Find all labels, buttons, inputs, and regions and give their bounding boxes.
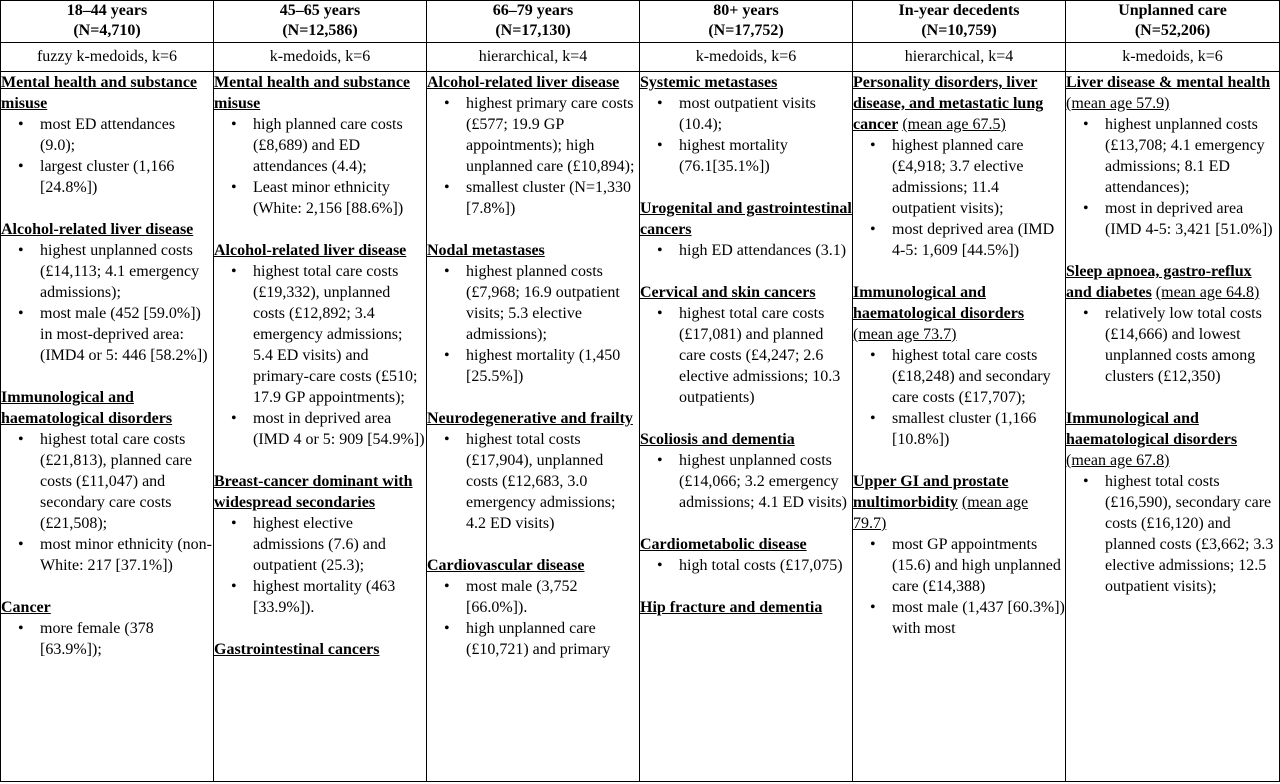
cluster-point-text: highest total care costs (£19,332), unplanned costs (£12,892; 3.4 emergency admissions; 5.4 ED visits) and primary-care costs (£510; 17.9 GP appointments); [253, 263, 418, 406]
cluster-name: Sleep apnoea, gastro-reflux and diabetes [1066, 263, 1252, 301]
bullet-icon: • [657, 242, 663, 259]
cluster-name: Mental health and substance misuse [1, 74, 198, 112]
cluster-name: Liver disease & mental health [1066, 74, 1271, 91]
bullet-icon: • [18, 242, 24, 259]
cluster-point-text: highest total care costs (£17,081) and planned care costs (£4,247; 2.6 elective admissions; 10.3 outpatients) [679, 305, 841, 406]
bullet-icon: • [657, 305, 663, 322]
cluster-name: Systemic metastases [640, 74, 778, 91]
cluster-name: Cardiometabolic disease [640, 536, 807, 553]
cluster-list [214, 72, 426, 776]
cluster-point-text: Least minor ethnicity (White: 2,156 [88.6%]) [253, 179, 404, 217]
cluster-section [427, 240, 639, 387]
cluster-title [1066, 72, 1279, 114]
cluster-title [640, 597, 852, 618]
cluster-points [853, 135, 1065, 261]
clustering-method: k-medoids, k=6 [640, 43, 853, 72]
cluster-points [214, 114, 426, 219]
column-header-count: (N=17,130) [495, 22, 571, 39]
bullet-icon: • [870, 221, 876, 238]
cluster-point-text: highest mortality (1,450 [25.5%]) [466, 347, 621, 385]
bullet-icon: • [231, 578, 237, 595]
cluster-list [853, 72, 1065, 776]
cluster-section [214, 471, 426, 618]
cluster-point-text: high planned care costs (£8,689) and ED attendances (4.4); [253, 116, 403, 175]
cluster-name: Immunological and haematological disorders [1, 389, 173, 427]
clustering-method: k-medoids, k=6 [214, 43, 427, 72]
bullet-icon: • [231, 116, 237, 133]
cluster-point-text: most deprived area (IMD 4-5: 1,609 [44.5%]) [892, 221, 1055, 259]
bullet-icon: • [18, 536, 24, 553]
cluster-point [1, 534, 213, 576]
cluster-mean-age: (mean age 79.7) [853, 494, 1029, 532]
cluster-mean-age: (mean age 73.7) [853, 326, 957, 343]
cluster-name: Immunological and haematological disorders [853, 284, 1025, 322]
cluster-points [640, 303, 852, 408]
column-header-title: In-year decedents [898, 2, 1020, 19]
cluster-section [853, 72, 1065, 261]
cluster-title [1, 387, 213, 429]
cluster-name: Hip fracture and dementia [640, 599, 823, 616]
bullet-icon: • [18, 158, 24, 175]
column-header [640, 1, 853, 43]
cluster-point [1066, 303, 1279, 387]
cluster-point-text: highest mortality (463 [33.9%]). [253, 578, 396, 616]
cluster-title [214, 240, 426, 261]
bullet-icon: • [444, 431, 450, 448]
bullet-icon: • [18, 116, 24, 133]
column-header-title: Unplanned care [1118, 2, 1227, 19]
cluster-point-text: highest elective admissions (7.6) and outpatient (25.3); [253, 515, 386, 574]
body-row [1, 72, 1280, 782]
cluster-point [1, 429, 213, 534]
bullet-icon: • [657, 557, 663, 574]
cluster-title [427, 555, 639, 576]
bullet-icon: • [657, 452, 663, 469]
cluster-points [853, 534, 1065, 639]
cluster-section [640, 198, 852, 261]
cluster-section [427, 72, 639, 219]
cluster-points [1066, 303, 1279, 387]
cluster-title [640, 72, 852, 93]
bullet-icon: • [444, 95, 450, 112]
cluster-name: Mental health and substance misuse [214, 74, 411, 112]
bullet-icon: • [444, 578, 450, 595]
cluster-title [853, 72, 1065, 135]
cluster-title [640, 534, 852, 555]
cluster-title [214, 72, 426, 114]
clustering-method: hierarchical, k=4 [427, 43, 640, 72]
cluster-points [640, 240, 852, 261]
cluster-point-text: most in deprived area (IMD 4-5: 3,421 [51.0%]) [1105, 200, 1273, 238]
cluster-section [640, 429, 852, 513]
cluster-point [1066, 471, 1279, 597]
cluster-title [853, 471, 1065, 534]
cluster-title [640, 282, 852, 303]
cluster-title [853, 282, 1065, 345]
cluster-point-text: most male (452 [59.0%]) in most-deprived area: (IMD4 or 5: 446 [58.2%]) [40, 305, 208, 364]
cluster-section [853, 471, 1065, 639]
cluster-point [853, 135, 1065, 219]
bullet-icon: • [231, 263, 237, 280]
cluster-point [1, 156, 213, 198]
cluster-point-text: more female (378 [63.9%]); [40, 620, 154, 658]
cluster-point [427, 261, 639, 345]
cluster-point [853, 534, 1065, 597]
column-header-title: 66–79 years [492, 2, 574, 19]
bullet-icon: • [18, 620, 24, 637]
bullet-icon: • [231, 515, 237, 532]
cluster-name: Breast-cancer dominant with widespread secondaries [214, 473, 413, 511]
bullet-icon: • [1083, 200, 1089, 217]
cluster-mean-age: (mean age 67.8) [1066, 452, 1170, 469]
cluster-name: Cardiovascular disease [427, 557, 585, 574]
column-header [427, 1, 640, 43]
column-header [214, 1, 427, 43]
cluster-point-text: highest planned care (£4,918; 3.7 elective admissions; 11.4 outpatient visits); [892, 137, 1024, 217]
column-header-count: (N=52,206) [1134, 22, 1211, 39]
cluster-point [640, 240, 852, 261]
cluster-point [640, 135, 852, 177]
cluster-point-text: high unplanned care (£10,721) and primary [466, 620, 611, 658]
cluster-points [640, 450, 852, 513]
cluster-point-text: smallest cluster (N=1,330 [7.8%]) [466, 179, 631, 217]
cluster-mean-age: (mean age 64.8) [1155, 284, 1260, 301]
cluster-title [640, 429, 852, 450]
cluster-list [640, 72, 852, 776]
bullet-icon: • [18, 305, 24, 322]
cluster-title [640, 198, 852, 240]
column-header-count: (N=10,759) [921, 22, 997, 39]
cluster-point [640, 93, 852, 135]
cluster-point [853, 597, 1065, 639]
cluster-points [427, 429, 639, 534]
cluster-points [427, 576, 639, 660]
cluster-point [853, 408, 1065, 450]
clustering-method: k-medoids, k=6 [1066, 43, 1280, 72]
cluster-section [427, 555, 639, 660]
column-header-count: (N=12,586) [282, 22, 358, 39]
cluster-point [427, 345, 639, 387]
cluster-title [427, 408, 639, 429]
column-header-count: (N=17,752) [708, 22, 784, 39]
cluster-point [427, 177, 639, 219]
cluster-point [214, 114, 426, 177]
cluster-list [1066, 72, 1279, 776]
cluster-points [214, 513, 426, 618]
bullet-icon: • [657, 137, 663, 154]
cluster-point-text: highest planned costs (£7,968; 16.9 outpatient visits; 5.3 elective admissions); [466, 263, 620, 343]
cluster-section [1, 597, 213, 660]
cluster-point [427, 93, 639, 177]
cluster-section [853, 282, 1065, 450]
cluster-points [640, 93, 852, 177]
cluster-point-text: smallest cluster (1,166 [10.8%]) [892, 410, 1037, 448]
cluster-list [1, 72, 213, 776]
cluster-section [214, 240, 426, 450]
cluster-points [853, 345, 1065, 450]
bullet-icon: • [444, 179, 450, 196]
cluster-points [1, 240, 213, 366]
cluster-point-text: highest total costs (£17,904), unplanned costs (£12,683, 3.0 emergency admissions; 4.2 ED visits) [466, 431, 616, 532]
cluster-points [640, 555, 852, 576]
cluster-point [853, 345, 1065, 408]
cluster-name: Personality disorders, liver disease, and metastatic lung cancer [853, 74, 1044, 133]
column-body [427, 72, 640, 782]
cluster-name: Immunological and haematological disorders [1066, 410, 1238, 448]
cluster-list [427, 72, 639, 776]
cluster-point [640, 450, 852, 513]
cluster-name: Cervical and skin cancers [640, 284, 816, 301]
column-header [853, 1, 1066, 43]
cluster-point-text: highest unplanned costs (£14,113; 4.1 emergency admissions); [40, 242, 200, 301]
cluster-point [214, 408, 426, 450]
cluster-point [1, 618, 213, 660]
cluster-title [1066, 408, 1279, 471]
bullet-icon: • [1083, 116, 1089, 133]
cluster-title [214, 471, 426, 513]
cluster-mean-age: (mean age 67.5) [902, 116, 1006, 133]
clustering-method: fuzzy k-medoids, k=6 [1, 43, 214, 72]
cluster-point-text: most ED attendances (9.0); [40, 116, 176, 154]
cluster-name: Alcohol-related liver disease [214, 242, 407, 259]
cluster-point [853, 219, 1065, 261]
cluster-point-text: highest unplanned costs (£13,708; 4.1 emergency admissions; 8.1 ED attendances); [1105, 116, 1265, 196]
bullet-icon: • [18, 431, 24, 448]
cluster-point-text: most male (3,752 [66.0%]). [466, 578, 578, 616]
cluster-name: Upper GI and prostate multimorbidity [853, 473, 1009, 511]
cluster-point-text: most GP appointments (15.6) and high unplanned care (£14,388) [892, 536, 1061, 595]
column-body [1066, 72, 1280, 782]
cluster-name: Urogenital and gastrointestinal cancers [640, 200, 852, 238]
cluster-section [214, 72, 426, 219]
column-body [853, 72, 1066, 782]
bullet-icon: • [231, 179, 237, 196]
cluster-name: Alcohol-related liver disease [1, 221, 194, 238]
bullet-icon: • [870, 137, 876, 154]
clustering-method: hierarchical, k=4 [853, 43, 1066, 72]
column-header [1066, 1, 1280, 43]
bullet-icon: • [1083, 473, 1089, 490]
cluster-point [214, 576, 426, 618]
cluster-point-text: highest mortality (76.1[35.1%]) [679, 137, 788, 175]
cluster-point [1, 303, 213, 366]
column-header-count: (N=4,710) [73, 22, 141, 39]
cluster-point-text: most minor ethnicity (non-White: 217 [37.1%]) [40, 536, 212, 574]
column-header-title: 80+ years [713, 2, 779, 19]
cluster-title [214, 639, 426, 660]
cluster-section [1, 387, 213, 576]
bullet-icon: • [657, 95, 663, 112]
cluster-section [640, 72, 852, 177]
cluster-section [214, 639, 426, 660]
cluster-section [1066, 408, 1279, 597]
cluster-section [1066, 72, 1279, 240]
cluster-point [427, 429, 639, 534]
cluster-points [427, 261, 639, 387]
cluster-points [214, 261, 426, 450]
bullet-icon: • [870, 347, 876, 364]
bullet-icon: • [231, 410, 237, 427]
cluster-point-text: highest unplanned costs (£14,066; 3.2 emergency admissions; 4.1 ED visits) [679, 452, 848, 511]
cluster-section [1, 219, 213, 366]
bullet-icon: • [870, 536, 876, 553]
cluster-point [214, 177, 426, 219]
cluster-point [1066, 114, 1279, 198]
cluster-point [427, 618, 639, 660]
cluster-name: Nodal metastases [427, 242, 545, 259]
cluster-point [1066, 198, 1279, 240]
cluster-title [1066, 261, 1279, 303]
cluster-point [1, 240, 213, 303]
cluster-name: Cancer [1, 599, 51, 616]
cluster-point-text: largest cluster (1,166 [24.8%]) [40, 158, 175, 196]
column-header [1, 1, 214, 43]
cluster-section [1066, 261, 1279, 387]
bullet-icon: • [870, 410, 876, 427]
cluster-name: Gastrointestinal cancers [214, 641, 380, 658]
cluster-point-text: most outpatient visits (10.4); [679, 95, 816, 133]
cluster-points [1066, 114, 1279, 240]
cluster-point [427, 576, 639, 618]
column-body [640, 72, 853, 782]
bullet-icon: • [870, 599, 876, 616]
cluster-point-text: most in deprived area (IMD 4 or 5: 909 [54.9%]) [253, 410, 425, 448]
bullet-icon: • [444, 347, 450, 364]
column-header-title: 45–65 years [279, 2, 361, 19]
cluster-point-text: highest primary care costs (£577; 19.9 GP appointments); high unplanned care (£10,894); [466, 95, 635, 175]
bullet-icon: • [444, 263, 450, 280]
cluster-points [1066, 471, 1279, 597]
method-row [1, 43, 1280, 72]
cluster-point [214, 513, 426, 576]
cluster-point [1, 114, 213, 156]
cluster-points [1, 618, 213, 660]
cluster-section [1, 72, 213, 198]
cluster-section [427, 408, 639, 534]
cluster-point-text: highest total care costs (£21,813), planned care costs (£11,047) and secondary care costs (£21,508); [40, 431, 192, 532]
cluster-point-text: highest total care costs (£18,248) and secondary care costs (£17,707); [892, 347, 1051, 406]
cluster-name: Scoliosis and dementia [640, 431, 795, 448]
bullet-icon: • [1083, 305, 1089, 322]
cluster-point-text: most male (1,437 [60.3%]) with most [892, 599, 1065, 637]
cluster-points [427, 93, 639, 219]
cluster-title [427, 240, 639, 261]
cluster-title [1, 72, 213, 114]
cluster-point-text: high total costs (£17,075) [679, 557, 843, 574]
cluster-title [1, 219, 213, 240]
bullet-icon: • [444, 620, 450, 637]
column-header-title: 18–44 years [66, 2, 148, 19]
cluster-section [640, 282, 852, 408]
cluster-title [1, 597, 213, 618]
cluster-points [1, 114, 213, 198]
cluster-point [640, 555, 852, 576]
cluster-title [427, 72, 639, 93]
cluster-name: Neurodegenerative and frailty [427, 410, 633, 427]
cluster-name: Alcohol-related liver disease [427, 74, 620, 91]
column-body [1, 72, 214, 782]
cluster-points [1, 429, 213, 576]
cluster-point [214, 261, 426, 408]
cluster-point-text: high ED attendances (3.1) [679, 242, 847, 259]
cluster-mean-age: (mean age 57.9) [1066, 95, 1170, 112]
cluster-section [640, 597, 852, 618]
cluster-point [640, 303, 852, 408]
cluster-point-text: relatively low total costs (£14,666) and lowest unplanned costs among clusters (£12,350) [1105, 305, 1262, 385]
column-body [214, 72, 427, 782]
header-row [1, 1, 1280, 43]
cluster-section [640, 534, 852, 576]
cluster-point-text: highest total costs (£16,590), secondary care costs (£16,120) and planned costs (£3,662; 3.3 elective admissions; 12.5 outpatient visits); [1105, 473, 1274, 595]
